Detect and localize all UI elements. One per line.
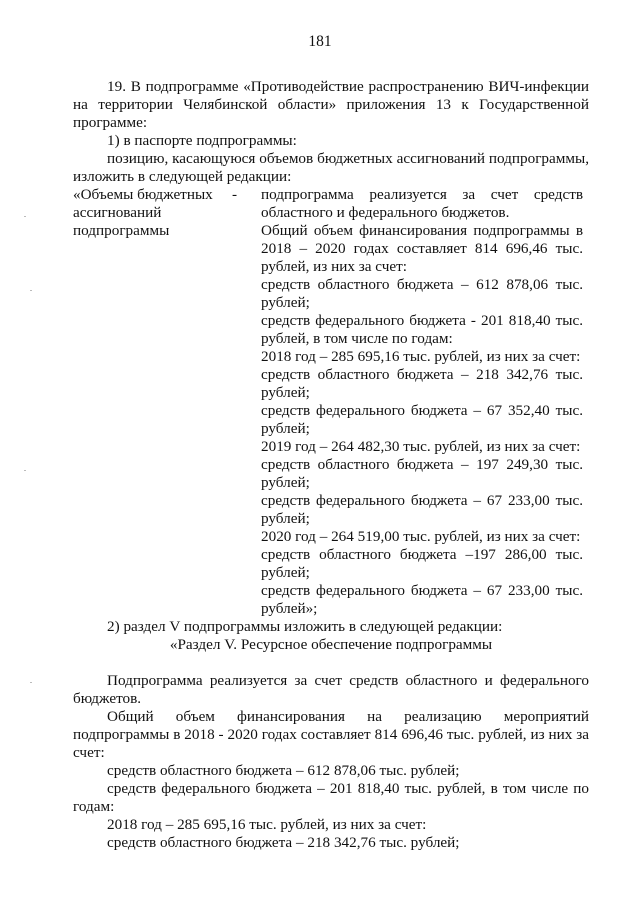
passport-text-line: рублей; [261,474,310,491]
body-line: средств областного бюджета – 612 878,06 тыс. рублей; [107,762,460,779]
passport-text-line: средств областного бюджета –197 286,00 тыс. [261,546,583,563]
passport-text-line: рублей, из них за счет: [261,258,407,275]
subitem-section-v: 2) раздел V подпрограммы изложить в следующей редакции: [107,618,503,635]
body-line: Подпрограмма реализуется за счет средств областного и федерального [107,672,589,689]
position-line-1: позицию, касающуюся объемов бюджетных ассигнований подпрограммы, [107,150,589,167]
passport-text-line: рублей»; [261,600,318,617]
passport-text-line: 2019 год – 264 482,30 тыс. рублей, из них за счет: [261,438,581,455]
passport-text-line: средств федерального бюджета – 67 233,00 тыс. [261,582,583,599]
scan-speck [24,470,26,471]
page-number: 181 [308,33,332,50]
passport-text-line: средств областного бюджета – 612 878,06 тыс. [261,276,583,293]
body-line: счет: [73,744,105,761]
passport-text-line: подпрограмма реализуется за счет средств [261,186,583,203]
subitem-passport: 1) в паспорте подпрограммы: [107,132,297,149]
passport-text-line: 2018 – 2020 годах составляет 814 696,46 тыс. [261,240,583,257]
passport-dash: - [232,186,238,203]
body-line: средств федерального бюджета – 201 818,40 тыс. рублей, в том числе по [107,780,589,797]
passport-text-line: рублей, в том числе по годам: [261,330,453,347]
passport-text-line: средств областного бюджета – 218 342,76 тыс. [261,366,583,383]
scan-speck [30,290,32,291]
scan-speck [30,682,32,683]
passport-label-line-1: «Объемы бюджетных [73,186,213,203]
position-line-2: изложить в следующей редакции: [73,168,292,185]
passport-text-line: 2018 год – 285 695,16 тыс. рублей, из них за счет: [261,348,581,365]
passport-text-line: средств федерального бюджета – 67 233,00 тыс. [261,492,583,509]
passport-label-line-3: подпрограммы [73,222,170,239]
intro-line-1: 19. В подпрограмме «Противодействие распространению ВИЧ-инфекции [107,78,589,95]
scan-speck [24,216,26,217]
body-line: Общий объем финансирования на реализацию мероприятий [107,708,589,725]
passport-text-line: 2020 год – 264 519,00 тыс. рублей, из них за счет: [261,528,581,545]
intro-line-3: программе: [73,114,148,131]
passport-text-line: средств федерального бюджета - 201 818,40 тыс. [261,312,583,329]
body-line: бюджетов. [73,690,142,707]
intro-line-2: на территории Челябинской области» приложения 13 к Государственной [73,96,589,113]
passport-text-line: рублей; [261,420,310,437]
passport-label-line-2: ассигнований [73,204,162,221]
passport-text-line: областного и федерального бюджетов. [261,204,510,221]
passport-text-line: средств федерального бюджета – 67 352,40 тыс. [261,402,583,419]
passport-text-line: средств областного бюджета – 197 249,30 тыс. [261,456,583,473]
body-line: подпрограммы в 2018 - 2020 годах составляет 814 696,46 тыс. рублей, из них за [73,726,589,743]
body-line: годам: [73,798,115,815]
passport-text-line: рублей; [261,294,310,311]
passport-text-line: рублей; [261,564,310,581]
body-line: 2018 год – 285 695,16 тыс. рублей, из них за счет: [107,816,427,833]
body-line: средств областного бюджета – 218 342,76 тыс. рублей; [107,834,460,851]
section-heading: «Раздел V. Ресурсное обеспечение подпрограммы [169,636,493,653]
passport-text-line: Общий объем финансирования подпрограммы в [261,222,583,239]
passport-text-line: рублей; [261,384,310,401]
passport-text-line: рублей; [261,510,310,527]
